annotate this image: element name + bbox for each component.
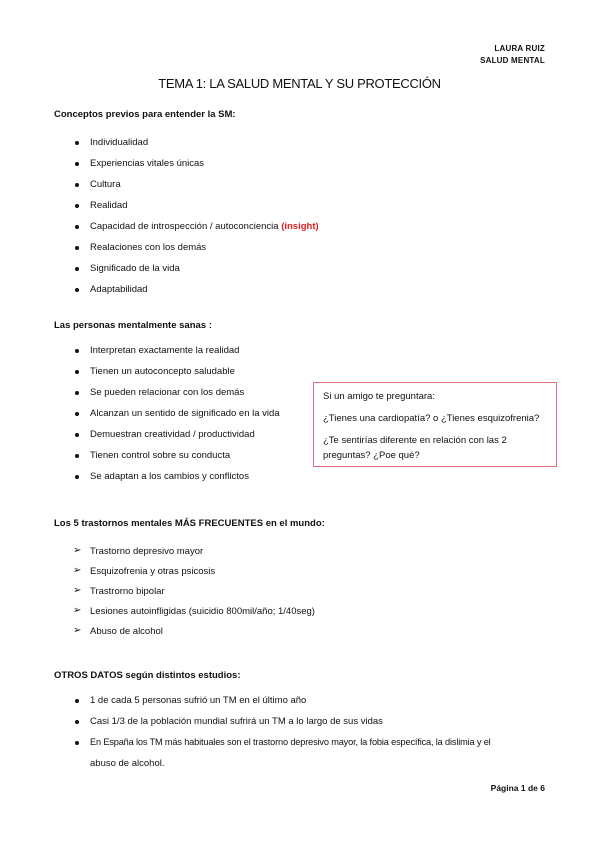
callout-line: ¿Tienes una cardiopatía? o ¿Tienes esquizofrenia? bbox=[323, 413, 540, 424]
list-item: Esquizofrenia y otras psicosis bbox=[90, 566, 216, 577]
arrow-bullet-icon: ➢ bbox=[73, 545, 82, 556]
list-item: 1 de cada 5 personas sufrió un TM en el último año bbox=[90, 695, 307, 706]
bullet-icon bbox=[75, 720, 79, 724]
list-item: Se pueden relacionar con los demás bbox=[90, 387, 245, 398]
list-item: Adaptabilidad bbox=[90, 284, 148, 295]
arrow-bullet-icon: ➢ bbox=[73, 625, 82, 636]
list-item: Trastrorno bipolar bbox=[90, 586, 165, 597]
bullet-icon bbox=[75, 454, 79, 458]
section-heading-other-data: OTROS DATOS según distintos estudios: bbox=[54, 670, 241, 681]
list-item: Significado de la vida bbox=[90, 263, 180, 274]
arrow-bullet-icon: ➢ bbox=[73, 565, 82, 576]
section-heading-disorders bbox=[54, 518, 325, 529]
list-item: Cultura bbox=[90, 179, 121, 190]
header-subject: SALUD MENTAL bbox=[480, 56, 545, 65]
list-item: Lesiones autoinfligidas (suicidio 800mil/año; 1/40seg) bbox=[90, 606, 315, 617]
list-item: Realaciones con los demás bbox=[90, 242, 207, 253]
insight-highlight: (insight) bbox=[281, 221, 319, 232]
arrow-bullet-icon: ➢ bbox=[73, 605, 82, 616]
list-item-text: Capacidad de introspección / autoconciencia bbox=[90, 221, 279, 232]
arrow-bullet-icon: ➢ bbox=[73, 585, 82, 596]
callout-box bbox=[313, 382, 557, 467]
list-item: Individualidad bbox=[90, 137, 149, 148]
bullet-icon bbox=[75, 412, 79, 416]
list-item: Realidad bbox=[90, 200, 128, 211]
bullet-icon bbox=[75, 246, 79, 250]
list-item: Se adaptan a los cambios y conflictos bbox=[90, 471, 249, 482]
list-item: Alcanzan un sentido de significado en la vida bbox=[90, 408, 280, 419]
page-title: TEMA 1: LA SALUD MENTAL Y SU PROTECCIÓN bbox=[158, 76, 441, 91]
section-heading-healthy: Las personas mentalmente sanas : bbox=[54, 320, 212, 331]
list-item: Demuestran creatividad / productividad bbox=[90, 429, 255, 440]
list-item-continuation: abuso de alcohol. bbox=[90, 758, 165, 769]
bullet-icon bbox=[75, 391, 79, 395]
heading-text: Los 5 trastornos mentales bbox=[54, 518, 175, 529]
bullet-icon bbox=[75, 475, 79, 479]
list-item: Abuso de alcohol bbox=[90, 626, 163, 637]
list-item: Casi 1/3 de la población mundial sufrirá un TM a lo largo de sus vidas bbox=[90, 716, 383, 727]
bullet-icon bbox=[75, 225, 79, 229]
bullet-icon bbox=[75, 183, 79, 187]
bullet-icon bbox=[75, 141, 79, 145]
callout-line: Si un amigo te preguntara: bbox=[323, 391, 435, 402]
bullet-icon bbox=[75, 433, 79, 437]
bullet-icon bbox=[75, 162, 79, 166]
bullet-icon bbox=[75, 204, 79, 208]
list-item: Tienen control sobre su conducta bbox=[90, 450, 231, 461]
bullet-icon bbox=[75, 699, 79, 703]
list-item: Tienen un autoconcepto saludable bbox=[90, 366, 235, 377]
section-heading-concepts: Conceptos previos para entender la SM: bbox=[54, 109, 236, 120]
bullet-icon bbox=[75, 370, 79, 374]
bullet-icon bbox=[75, 741, 79, 745]
header-author: LAURA RUIZ bbox=[494, 44, 545, 53]
page-number: Página 1 de 6 bbox=[490, 783, 545, 793]
list-item-introspection bbox=[90, 221, 319, 232]
list-item: Interpretan exactamente la realidad bbox=[90, 345, 240, 356]
heading-emphasis: MÁS FRECUENTES bbox=[174, 518, 264, 529]
list-item: En España los TM más habituales son el trastorno depresivo mayor, la fobia específica, la dislimia y el bbox=[90, 737, 491, 747]
heading-text: en el mundo: bbox=[263, 518, 325, 529]
list-item: Experiencias vitales únicas bbox=[90, 158, 205, 169]
bullet-icon bbox=[75, 267, 79, 271]
bullet-icon bbox=[75, 349, 79, 353]
callout-line: preguntas? ¿Poe qué? bbox=[323, 450, 420, 461]
callout-line: ¿Te sentirías diferente en relación con las 2 bbox=[323, 435, 507, 446]
bullet-icon bbox=[75, 288, 79, 292]
list-item: Trastorno depresivo mayor bbox=[90, 546, 204, 557]
